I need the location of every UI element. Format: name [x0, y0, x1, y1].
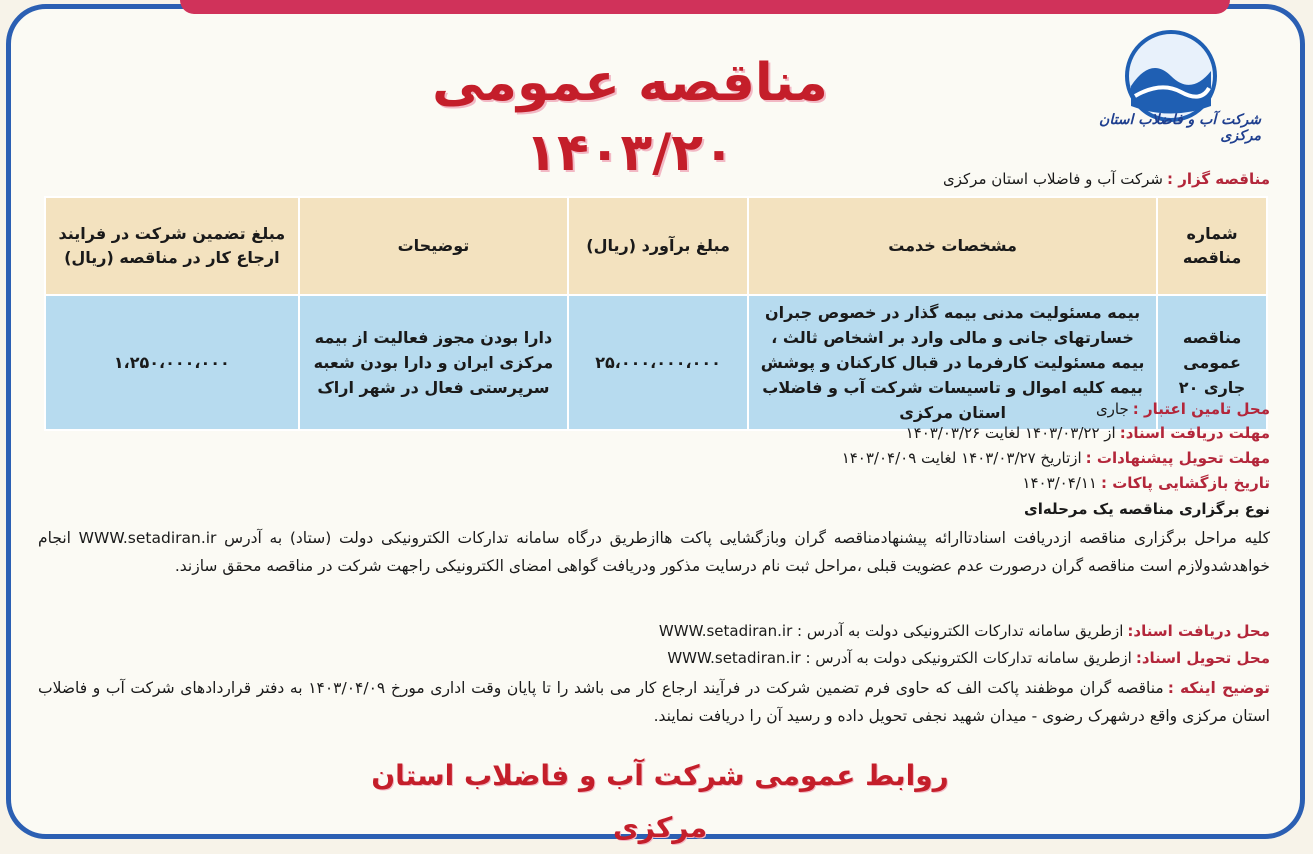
funding-value: جاری [1095, 400, 1129, 418]
doc-receive-place-value: ازطریق سامانه تدارکات الکترونیکی دولت به آدرس : WWW.setadiran.ir [658, 622, 1124, 640]
doc-receive-deadline-line [906, 424, 1270, 442]
opening-date-line [1022, 474, 1270, 492]
doc-receive-deadline-value: از ۱۴۰۳/۰۳/۲۲ لغایت ۱۴۰۳/۰۳/۲۶ [905, 424, 1116, 442]
cell-service-spec: بیمه مسئولیت مدنی بیمه گذار در خصوص جبران خسارتهای جانی و مالی وارد بر اشخاص ثالث ، بیمه مسئولیت کارفرما در قبال کارکنان و پوشش بیمه کلیه اموال و تاسیسات شرکت آب و فاضلاب استان مرکزی [748, 295, 1157, 430]
offer-deadline-label: مهلت تحویل پیشنهادات : [1085, 449, 1270, 467]
opening-date-label: تاریخ بازگشایی پاکات : [1100, 474, 1270, 492]
tender-issuer-label: مناقصه گزار : [1166, 170, 1270, 188]
header-description: توضیحات [299, 197, 568, 295]
doc-receive-deadline-label: مهلت دریافت اسناد: [1119, 424, 1270, 442]
cell-estimate: ۲۵،۰۰۰،۰۰۰،۰۰۰ [568, 295, 748, 430]
doc-deliver-place-label: محل تحویل اسناد: [1135, 649, 1270, 667]
doc-deliver-place-value: ازطریق سامانه تدارکات الکترونیکی دولت به آدرس : WWW.setadiran.ir [667, 649, 1132, 667]
cell-guarantee: ۱،۲۵۰،۰۰۰،۰۰۰ [45, 295, 299, 430]
page-title: مناقصه عمومی ۱۴۰۳/۲۰ [432, 53, 828, 183]
top-decorative-band [180, 0, 1230, 14]
table-header-row [45, 197, 1267, 295]
tender-table [44, 196, 1268, 431]
procedure-paragraph: کلیه مراحل برگزاری مناقصه ازدریافت اسنادتاارائه پیشنهادمناقصه گران وبازگشایی پاکت هاازطریق درگاه سامانه تدارکات الکترونیکی دولت (ستاد) به آدرس WWW.setadiran.ir انجام خواهدشدولازم است مناقصه گران درصورت عدم عضویت قبلی ،مراحل ثبت نام درسایت مذکور ودریافت گواهی امضای الکترونیکی راجهت شرکت در مناقصه محقق سازند. [38, 529, 1270, 575]
note-paragraph [38, 674, 1270, 730]
header-guarantee: مبلغ تضمین شرکت در فرایند ارجاع کار در مناقصه (ریال) [45, 197, 299, 295]
tender-issuer [943, 170, 1270, 188]
header-tender-number: شماره مناقصه [1157, 197, 1267, 295]
logo-caption: شرکت آب و فاضلاب استان مرکزی [1099, 112, 1261, 144]
offer-deadline-line [842, 449, 1270, 467]
cell-tender-number: مناقصه عمومی جاری ۲۰ [1157, 295, 1267, 430]
cell-description: دارا بودن مجوز فعالیت از بیمه مرکزی ایران و دارا بودن شعبه سرپرستی فعال در شهر اراک [299, 295, 568, 430]
opening-date-value: ۱۴۰۳/۰۴/۱۱ [1022, 474, 1097, 492]
funding-label: محل تامین اعتبار : [1132, 400, 1270, 418]
tender-issuer-value: شرکت آب و فاضلاب استان مرکزی [943, 170, 1163, 188]
table-row [45, 295, 1267, 430]
note-label: توضیح اینکه : [1167, 679, 1270, 697]
doc-receive-place-line [659, 622, 1270, 640]
doc-receive-place-label: محل دریافت اسناد: [1127, 622, 1270, 640]
header-service-spec: مشخصات خدمت [748, 197, 1157, 295]
offer-deadline-value: ازتاریخ ۱۴۰۳/۰۳/۲۷ لغایت ۱۴۰۳/۰۴/۰۹ [841, 449, 1082, 467]
funding-line [1096, 400, 1270, 418]
note-value: مناقصه گران موظفند پاکت الف که حاوی فرم تضمین شرکت در فرآیند ارجاع کار می باشد را تا پایان وقت اداری مورخ ۱۴۰۳/۰۴/۰۹ به دفتر قراردادهای شرکت آب و فاضلاب استان مرکزی واقع درشهرک رضوی - میدان شهید نجفی تحویل داده و رسید آن را دریافت نمایند. [38, 679, 1270, 725]
doc-deliver-place-line [667, 649, 1270, 667]
footer-public-relations: روابط عمومی شرکت آب و فاضلاب استان مرکزی [371, 759, 949, 844]
header-estimate: مبلغ برآورد (ریال) [568, 197, 748, 295]
tender-type: نوع برگزاری مناقصه یک مرحله‌ای [1024, 500, 1270, 518]
